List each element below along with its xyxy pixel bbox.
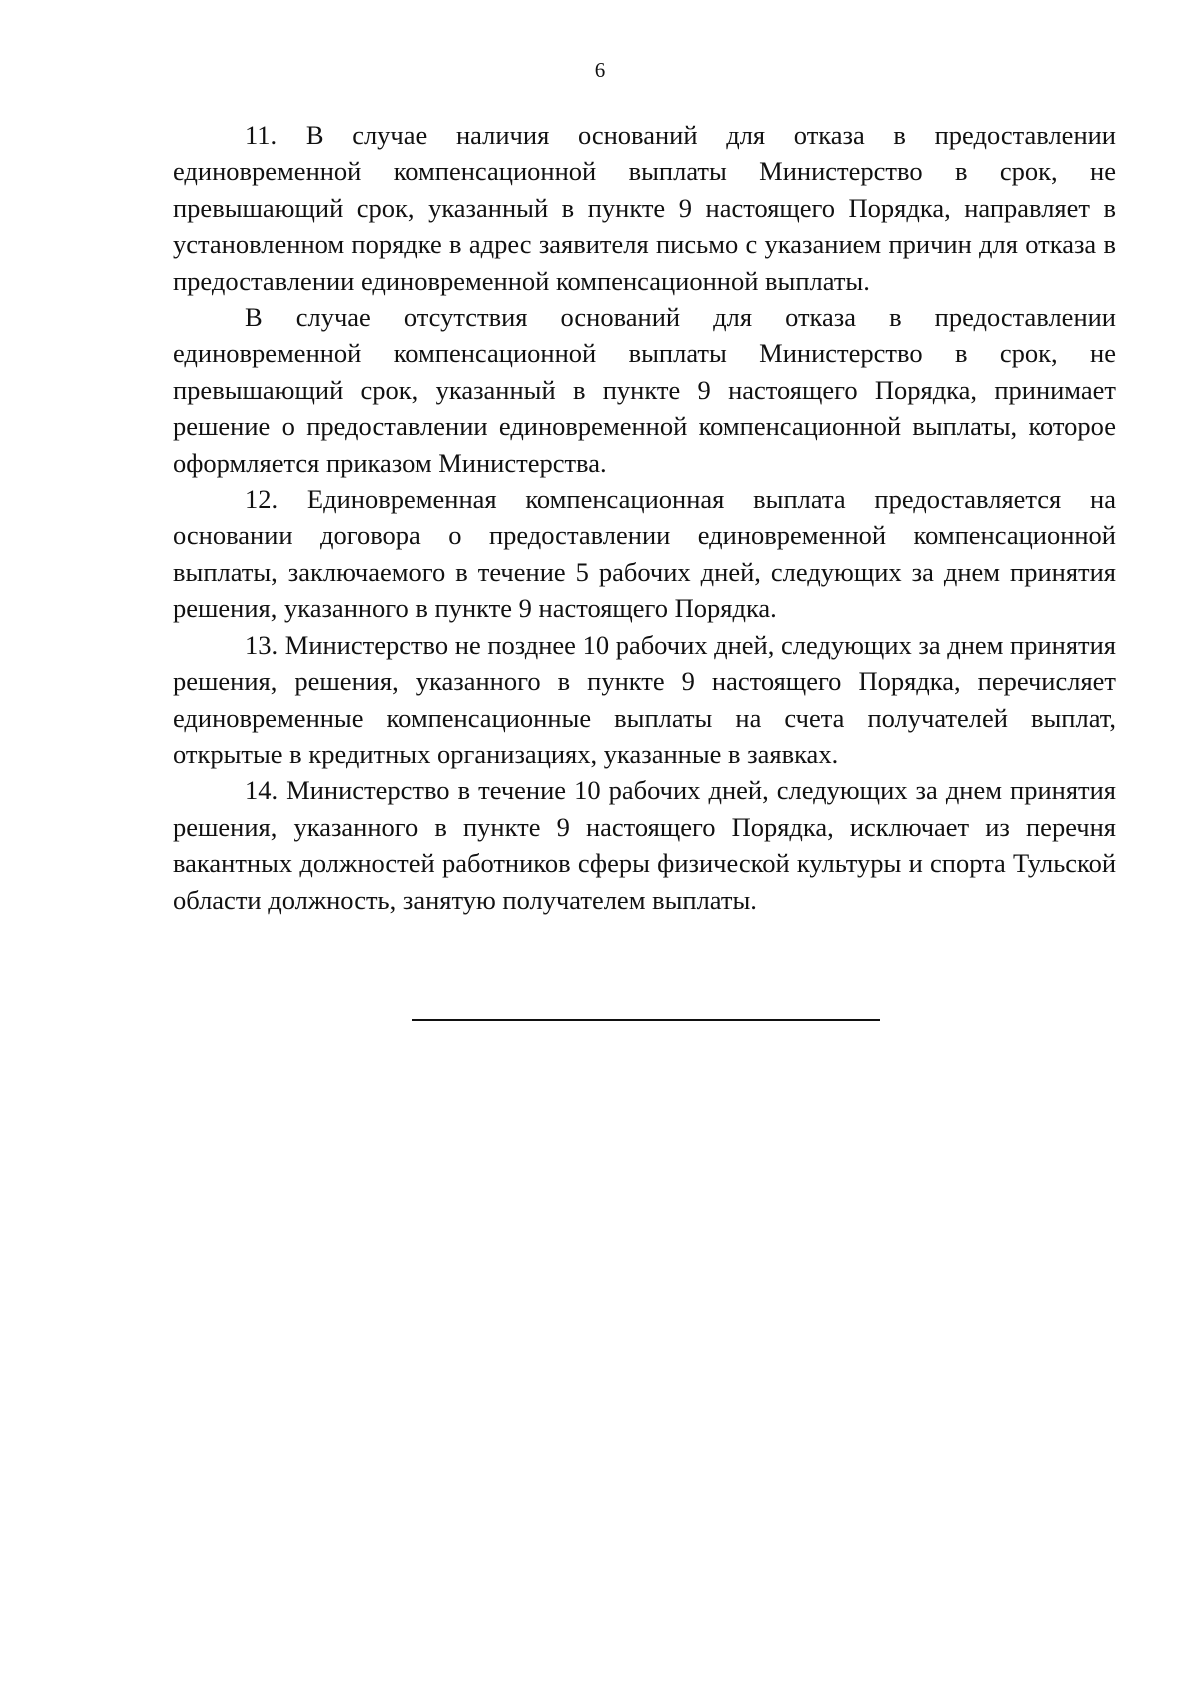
document-body: [173, 117, 1116, 918]
page-number: 6: [594, 58, 606, 82]
paragraph-13: 13. Министерство не позднее 10 рабочих дней, следующих за днем принятия решения, решения, указанного в пункте 9 настоящего Порядка, перечисляет единовременные компенсационные выплаты на счета получателей выплат, открытые в кредитных организациях, указанные в заявках.: [173, 629, 1116, 769]
paragraph-11-continued: В случае отсутствия оснований для отказа в предоставлении единовременной компенсационной выплаты Министерство в срок, не превышающий срок, указанный в пункте 9 настоящего Порядка, принимает решение о предоставлении единовременной компенсационной выплаты, которое оформляется приказом Министерства.: [173, 302, 1116, 478]
paragraph-14: 14. Министерство в течение 10 рабочих дней, следующих за днем принятия решения, указанного в пункте 9 настоящего Порядка, исключает из перечня вакантных должностей работников сферы физической культуры и спорта Тульской области должность, занятую получателем выплаты.: [173, 775, 1116, 915]
paragraph-11: 11. В случае наличия оснований для отказа в предоставлении единовременной компенсационной выплаты Министерство в срок, не превышающий срок, указанный в пункте 9 настоящего Порядка, направляет в установленном порядке в адрес заявителя письмо с указанием причин для отказа в предоставлении единовременной компенсационной выплаты.: [173, 120, 1116, 296]
closing-divider: [412, 1019, 880, 1021]
paragraph-12: 12. Единовременная компенсационная выплата предоставляется на основании договора о предоставлении единовременной компенсационной выплаты, заключаемого в течение 5 рабочих дней, следующих за днем принятия решения, указанного в пункте 9 настоящего Порядка.: [173, 484, 1116, 624]
